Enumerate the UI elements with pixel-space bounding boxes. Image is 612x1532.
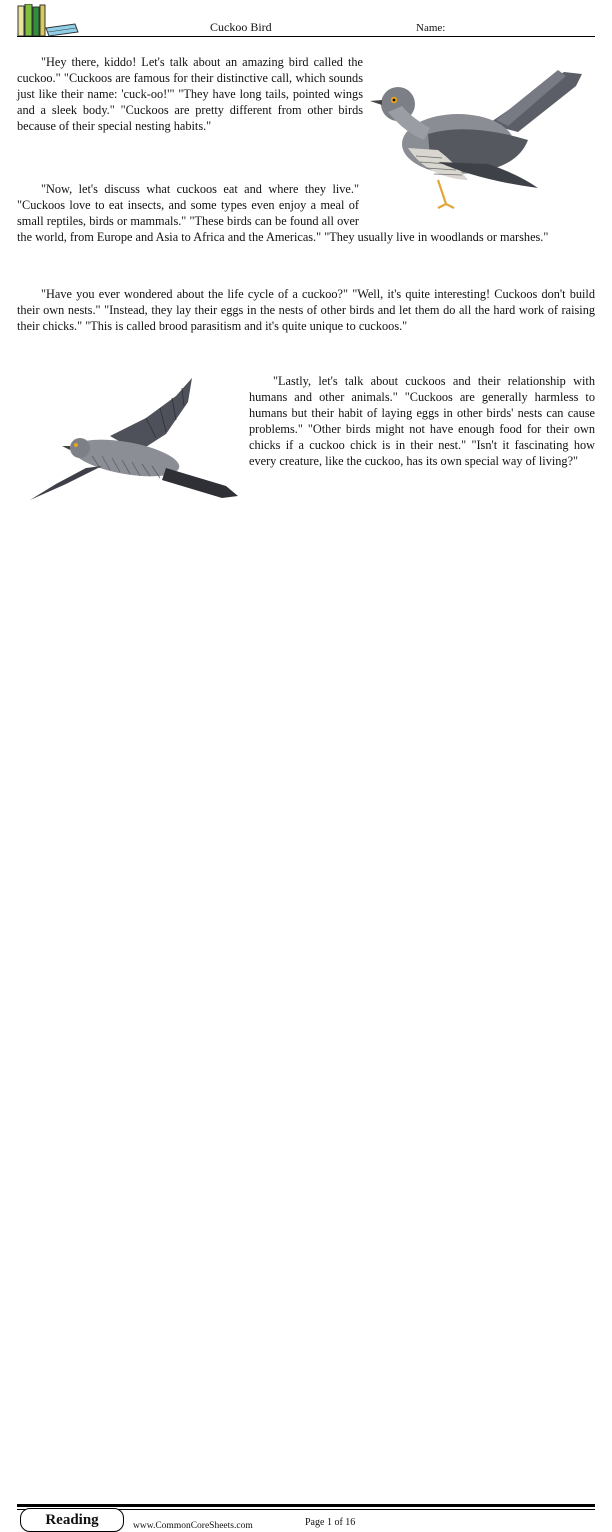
paragraph-life-cycle: "Have you ever wondered about the life cycle of a cuckoo?" "Well, it's quite interesting! Cuckoos don't build their own nests." "Instead, they lay their eggs in the nests of other birds and let them do all the hard work of raising their chicks." "This is called brood parasitism and it's quite unique to cuckoos." <box>17 287 595 333</box>
paragraph-diet-habitat: "Now, let's discuss what cuckoos eat and where they live." "Cuckoos love to eat insects, and some types even enjoy a meal of small reptiles, birds or mammals." "These birds can be found all over the world, from Europe and Asia to Africa and the Americas." "They usually live in woodlands or marshes." <box>17 181 595 245</box>
worksheet-header <box>0 0 612 40</box>
paragraph-relationships: "Lastly, let's talk about cuckoos and their relationship with humans and other animals." "Cuckoos are generally harmless to humans but their habit of laying eggs in other birds' nests can cause problems." "Other birds might not have enough food for their own chicks if a cuckoo chick is in their nest." "Isn't it fascinating how every creature, like the cuckoo, has its own special way of living?" <box>249 374 595 468</box>
name-field-label: Name: <box>416 22 446 34</box>
books-logo-icon <box>17 4 79 38</box>
subject-badge: Reading <box>20 1508 124 1532</box>
worksheet-footer <box>0 750 612 1531</box>
header-divider <box>17 36 595 37</box>
site-url[interactable]: www.CommonCoreSheets.com <box>133 1521 253 1531</box>
flying-cuckoo-image <box>26 374 242 504</box>
paragraph-intro: "Hey there, kiddo! Let's talk about an amazing bird called the cuckoo." "Cuckoos are famous for their distinctive call, which sounds just like their name: 'cuck-oo!'" "They have long tails, pointed wings and a sleek body." "Cuckoos are pretty different from other birds because of their special nesting habits." <box>17 55 363 133</box>
image-wrap-spacer <box>359 181 595 229</box>
footer-divider-thick <box>17 1504 595 1507</box>
page-number: Page 1 of 16 <box>305 1517 356 1528</box>
page-title: Cuckoo Bird <box>210 20 272 34</box>
